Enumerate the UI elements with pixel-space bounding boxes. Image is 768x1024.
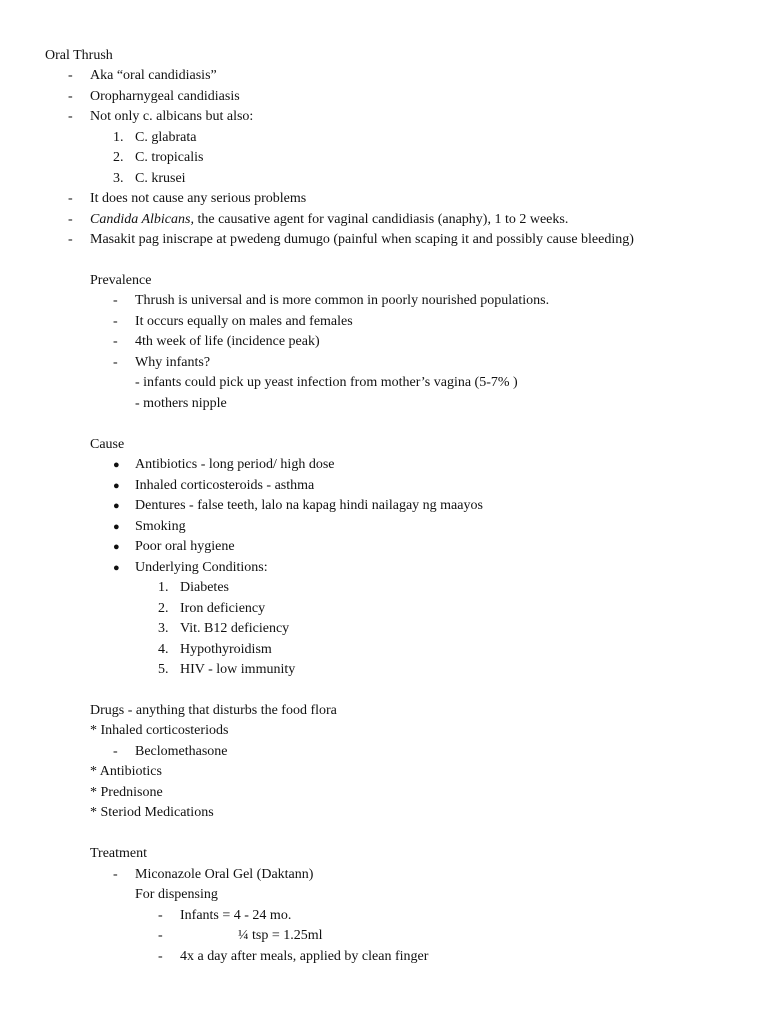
prevalence-note: - mothers nipple — [135, 396, 227, 411]
treatment-heading: Treatment — [90, 846, 148, 861]
species-item: C. krusei — [135, 171, 186, 186]
bullet-marker: ● — [113, 500, 120, 512]
dash-marker: - — [68, 68, 73, 83]
list-item: Not only c. albicans but also: — [90, 109, 254, 124]
list-number: 3. — [113, 171, 124, 186]
prevalence-item: Why infants? — [135, 355, 211, 370]
dash-marker: - — [113, 293, 118, 308]
list-number: 2. — [158, 601, 169, 616]
dash-marker: - — [158, 908, 163, 923]
bullet-marker: ● — [113, 480, 120, 492]
dispensing-label: For dispensing — [135, 887, 218, 902]
cause-item: Poor oral hygiene — [135, 539, 235, 554]
prevalence-item: It occurs equally on males and females — [135, 314, 353, 329]
condition-item: HIV - low immunity — [180, 662, 296, 677]
species-item: C. glabrata — [135, 130, 197, 145]
dash-marker: - — [68, 212, 73, 227]
bullet-marker: ● — [113, 541, 120, 553]
dash-marker: - — [113, 744, 118, 759]
list-number: 4. — [158, 642, 169, 657]
prevalence-note: - infants could pick up yeast infection from mother’s vagina (5-7% ) — [135, 375, 518, 390]
prevalence-heading: Prevalence — [90, 273, 152, 288]
cause-heading: Cause — [90, 437, 125, 452]
dosage-item: Infants = 4 - 24 mo. — [180, 908, 292, 923]
bullet-marker: ● — [113, 562, 120, 574]
list-number: 1. — [158, 580, 169, 595]
list-number: 2. — [113, 150, 124, 165]
list-item — [90, 211, 568, 229]
condition-item: Iron deficiency — [180, 601, 266, 616]
prevalence-item: 4th week of life (incidence peak) — [135, 334, 320, 349]
list-number: 1. — [113, 130, 124, 145]
dash-marker: - — [68, 191, 73, 206]
condition-item: Hypothyroidism — [180, 642, 272, 657]
cause-item: Inhaled corticosteroids - asthma — [135, 478, 315, 493]
drug-item: * Steriod Medications — [90, 805, 214, 820]
drug-item: * Antibiotics — [90, 764, 162, 779]
dosage-item: ¼ tsp = 1.25ml — [238, 928, 323, 943]
dash-marker: - — [68, 89, 73, 104]
dash-marker: - — [68, 109, 73, 124]
dash-marker: - — [113, 314, 118, 329]
list-item: Masakit pag iniscrape at pwedeng dumugo (painful when scaping it and possibly cause bleeding) — [90, 232, 634, 247]
dash-marker: - — [158, 949, 163, 964]
list-item: Oropharnygeal candidiasis — [90, 89, 240, 104]
cause-item: Antibiotics - long period/ high dose — [135, 457, 335, 472]
dash-marker: - — [113, 355, 118, 370]
bullet-marker: ● — [113, 459, 120, 471]
condition-item: Diabetes — [180, 580, 229, 595]
drug-subitem: Beclomethasone — [135, 744, 228, 759]
species-item: C. tropicalis — [135, 150, 204, 165]
treatment-item: Miconazole Oral Gel (Daktann) — [135, 867, 314, 882]
list-item: Aka “oral candidiasis” — [90, 68, 217, 83]
candida-albicans-term: Candida Albicans, — [90, 212, 194, 227]
candida-description: the causative agent for vaginal candidiasis (anaphy), 1 to 2 weeks. — [197, 212, 569, 227]
list-item: It does not cause any serious problems — [90, 191, 307, 206]
dash-marker: - — [158, 928, 163, 943]
cause-item: Dentures - false teeth, lalo na kapag hindi nailagay ng maayos — [135, 498, 483, 513]
list-number: 3. — [158, 621, 169, 636]
dash-marker: - — [113, 867, 118, 882]
dash-marker: - — [68, 232, 73, 247]
drugs-heading: Drugs - anything that disturbs the food flora — [90, 703, 337, 718]
drug-item: * Inhaled corticosteriods — [90, 723, 229, 738]
dash-marker: - — [113, 334, 118, 349]
cause-item: Smoking — [135, 519, 186, 534]
dosage-item: 4x a day after meals, applied by clean finger — [180, 949, 429, 964]
condition-item: Vit. B12 deficiency — [180, 621, 290, 636]
page-title: Oral Thrush — [45, 48, 113, 63]
drug-item: * Prednisone — [90, 785, 163, 800]
cause-item: Underlying Conditions: — [135, 560, 268, 575]
list-number: 5. — [158, 662, 169, 677]
prevalence-item: Thrush is universal and is more common in poorly nourished populations. — [135, 293, 550, 308]
bullet-marker: ● — [113, 521, 120, 533]
